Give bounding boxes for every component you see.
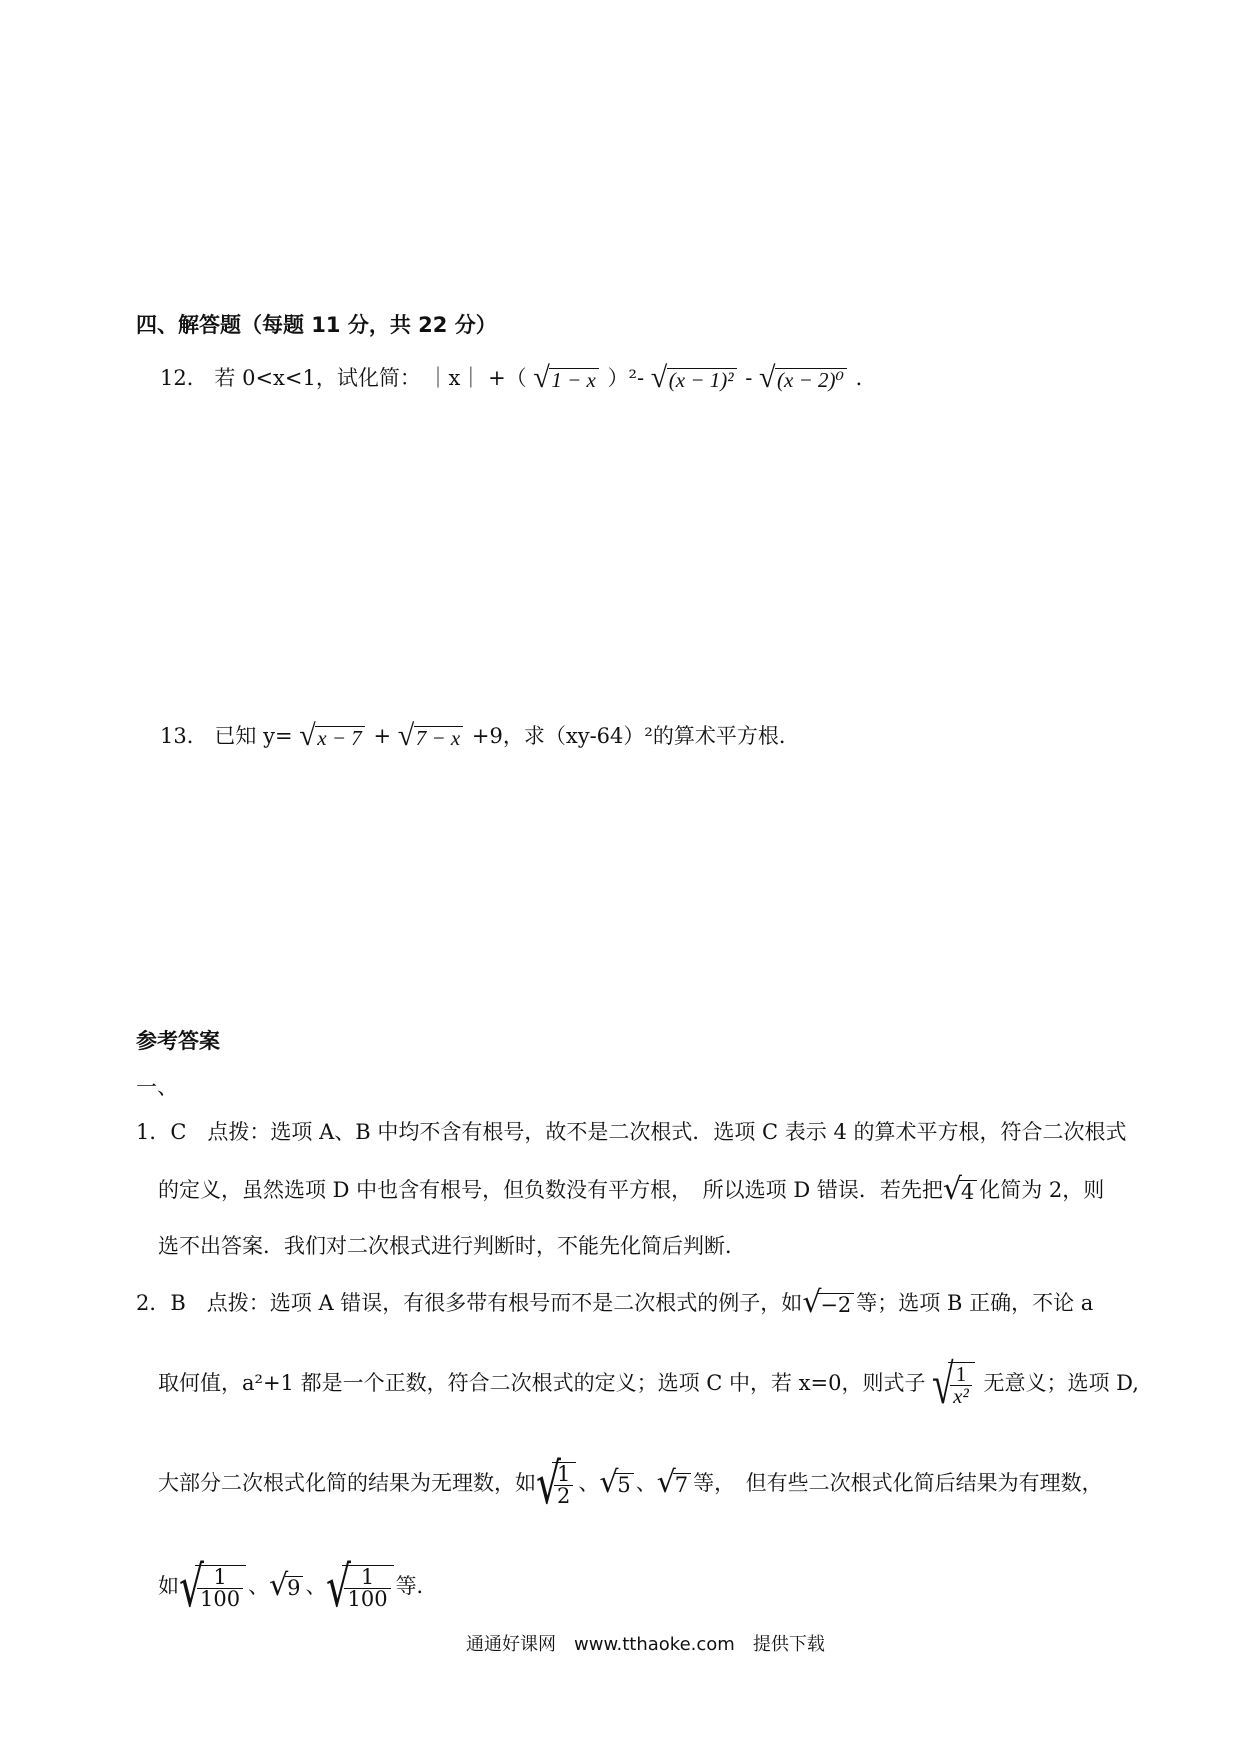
answer-text: 的定义，虽然选项 D 中也含有根号，但负数没有平方根， 所以选项 D 错误．若先把: [158, 1178, 943, 1202]
operator: +（: [488, 366, 527, 390]
sqrt-expression: √ x − 7: [301, 726, 365, 749]
answer-1-line-2: [158, 1180, 1104, 1203]
answer-text: 取何值，a²+1 都是一个正数，符合二次根式的定义；选项 C 中，若 x=0，则式子: [158, 1371, 926, 1395]
answers-part-1: 一、: [136, 1075, 178, 1099]
question-13: [160, 726, 800, 749]
answer-text: 等， 但有些二次根式化简后结果为有理数，: [693, 1471, 1103, 1495]
answer-text: 如: [158, 1574, 179, 1598]
sqrt-expression: √ 5: [601, 1473, 633, 1496]
period: ．: [855, 366, 877, 390]
operator: ）²-: [607, 366, 645, 390]
answer-text: 等．: [395, 1574, 438, 1598]
sqrt-expression: √ 7 − x: [400, 726, 464, 749]
answer-text: 大部分二次根式化简的结果为无理数，如: [158, 1471, 536, 1495]
answer-text: 2．B 点拨：选项 A 错误，有很多带有根号而不是二次根式的例子，如: [136, 1291, 803, 1315]
abs-x: ｜x｜: [427, 366, 482, 390]
sqrt-fraction: √ $\frac{1}{2}$: [538, 1462, 576, 1507]
sqrt-expression: √ 4: [945, 1180, 977, 1203]
sqrt-expression: √ −2: [804, 1293, 854, 1316]
operator: -: [745, 366, 753, 390]
sqrt-expression: √ (x − 1)²: [653, 368, 737, 391]
answer-2-line-1: [136, 1293, 1093, 1316]
sqrt-expression: √ (x − 2)⁰: [761, 368, 847, 391]
sqrt-expression: √ 7: [659, 1473, 691, 1496]
section-title: 四、解答题（每题 11 分，共 22 分）: [136, 313, 497, 337]
question-text: 已知 y=: [214, 724, 293, 748]
answer-2-line-4: [158, 1565, 438, 1610]
question-number: 13．: [160, 724, 208, 748]
sqrt-expression: √ 9: [271, 1576, 303, 1599]
sqrt-fraction: √ $\frac{1}{100}$: [181, 1565, 246, 1610]
answer-1-line-1: 1．C 点拨：选项 A、B 中均不含有根号，故不是二次根式．选项 C 表示 4 的算术平方根，符合二次根式: [136, 1120, 1127, 1144]
separator: 、: [305, 1574, 327, 1598]
separator: 、: [578, 1471, 600, 1495]
separator: 、: [635, 1471, 657, 1495]
answer-2-line-2: [158, 1362, 1139, 1407]
answer-2-line-3: [158, 1462, 1103, 1507]
operator: +: [373, 724, 392, 748]
separator: 、: [248, 1574, 270, 1598]
sqrt-fraction: √ $\frac{1}{\text{x²}}$: [934, 1362, 975, 1407]
question-text: +9，求（xy-64）²的算术平方根．: [471, 724, 800, 748]
question-12: [160, 368, 877, 391]
answer-text: 等；选项 B 正确，不论 a: [856, 1291, 1094, 1315]
sqrt-fraction: √ $\frac{1}{100}$: [328, 1565, 393, 1610]
footer-text: 通通好课网 www.tthaoke.com 提供下载: [466, 1634, 825, 1655]
question-number: 12．: [160, 366, 208, 390]
sqrt-expression: √ 1 − x: [535, 368, 599, 391]
answer-text: 无意义；选项 D,: [983, 1371, 1139, 1395]
answer-text: 化简为 2，则: [979, 1178, 1105, 1202]
question-text: 若 0<x<1，试化简：: [214, 366, 421, 390]
answers-title: 参考答案: [136, 1029, 220, 1053]
answer-1-line-3: 选不出答案．我们对二次根式进行判断时，不能先化简后判断．: [158, 1234, 746, 1258]
